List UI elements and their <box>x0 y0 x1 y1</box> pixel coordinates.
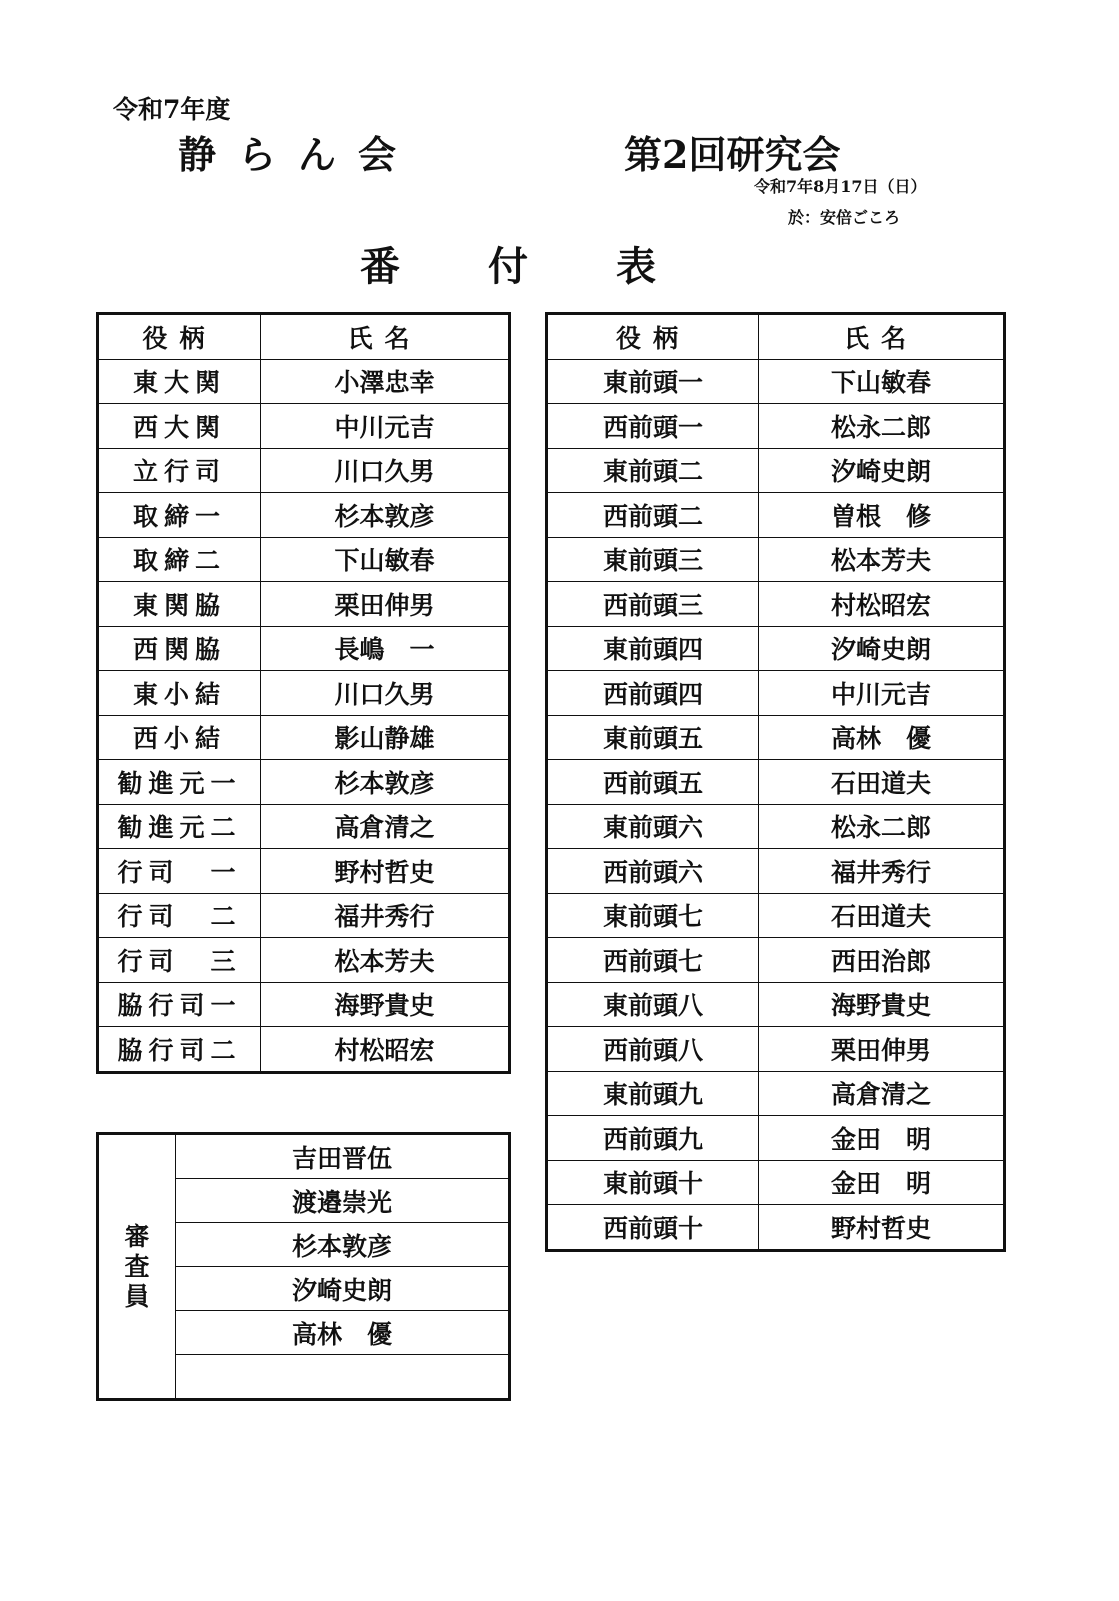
table-row <box>98 671 510 716</box>
name-cell: 中川元吉 <box>261 404 510 449</box>
table-row <box>547 804 1005 849</box>
table-row <box>547 760 1005 805</box>
role-cell: 行司 一 <box>98 849 261 894</box>
table-row <box>547 1160 1005 1205</box>
role-cell: 東前頭八 <box>547 982 759 1027</box>
table-row <box>547 582 1005 627</box>
table-row <box>547 849 1005 894</box>
name-cell: 川口久男 <box>261 671 510 716</box>
name-cell: 栗田伸男 <box>261 582 510 627</box>
name-cell: 高倉清之 <box>261 804 510 849</box>
role-cell: 行司 二 <box>98 893 261 938</box>
table-row <box>547 1027 1005 1072</box>
table-header-row <box>547 314 1005 360</box>
judge-name: 汐崎史朗 <box>176 1267 510 1311</box>
name-cell: 曽根 修 <box>759 493 1005 538</box>
judges-label: 審 査 員 <box>98 1134 176 1400</box>
name-cell: 川口久男 <box>261 448 510 493</box>
table-row <box>547 359 1005 404</box>
name-cell: 栗田伸男 <box>759 1027 1005 1072</box>
table-row <box>98 404 510 449</box>
organization-name: 静らん会 <box>178 132 419 177</box>
left-ranking-table <box>96 312 511 1074</box>
name-cell: 影山静雄 <box>261 715 510 760</box>
right-ranking-table <box>545 312 1006 1252</box>
role-cell: 西前頭二 <box>547 493 759 538</box>
table-row <box>547 1205 1005 1251</box>
role-cell: 西前頭七 <box>547 938 759 983</box>
meeting-date: 令和7年8月17日（日） <box>754 177 927 196</box>
table-row <box>98 582 510 627</box>
table-row <box>547 671 1005 716</box>
role-cell: 東前頭一 <box>547 359 759 404</box>
name-cell: 下山敏春 <box>759 359 1005 404</box>
role-column-header: 役柄 <box>98 314 261 360</box>
table-row <box>98 359 510 404</box>
table-header-row <box>98 314 510 360</box>
table-row <box>547 404 1005 449</box>
name-cell: 松永二郎 <box>759 404 1005 449</box>
name-cell: 高林 優 <box>759 715 1005 760</box>
judge-name <box>176 1355 510 1400</box>
name-cell: 金田 明 <box>759 1116 1005 1161</box>
role-cell: 東前頭六 <box>547 804 759 849</box>
role-cell: 西前頭六 <box>547 849 759 894</box>
name-cell: 村松昭宏 <box>759 582 1005 627</box>
table-row <box>547 448 1005 493</box>
role-cell: 脇行司二 <box>98 1027 261 1073</box>
name-cell: 下山敏春 <box>261 537 510 582</box>
name-cell: 石田道夫 <box>759 893 1005 938</box>
table-row <box>98 448 510 493</box>
name-cell: 海野貴史 <box>759 982 1005 1027</box>
role-cell: 東前頭三 <box>547 537 759 582</box>
name-cell: 金田 明 <box>759 1160 1005 1205</box>
table-row <box>98 849 510 894</box>
table-row <box>98 804 510 849</box>
name-cell: 小澤忠幸 <box>261 359 510 404</box>
table-row <box>98 1027 510 1073</box>
table-row <box>98 760 510 805</box>
role-cell: 東前頭四 <box>547 626 759 671</box>
name-cell: 杉本敦彦 <box>261 493 510 538</box>
role-cell: 西大関 <box>98 404 261 449</box>
table-row <box>98 493 510 538</box>
name-cell: 松本芳夫 <box>261 938 510 983</box>
name-column-header: 氏名 <box>261 314 510 360</box>
judges-table <box>96 1132 511 1401</box>
name-cell: 長嶋 一 <box>261 626 510 671</box>
name-cell: 杉本敦彦 <box>261 760 510 805</box>
name-cell: 石田道夫 <box>759 760 1005 805</box>
table-row <box>98 982 510 1027</box>
name-cell: 福井秀行 <box>759 849 1005 894</box>
role-cell: 西小結 <box>98 715 261 760</box>
judge-name: 吉田晋伍 <box>176 1134 510 1179</box>
role-cell: 東前頭七 <box>547 893 759 938</box>
table-row <box>547 493 1005 538</box>
role-cell: 東前頭十 <box>547 1160 759 1205</box>
table-row <box>547 626 1005 671</box>
role-cell: 東前頭五 <box>547 715 759 760</box>
role-cell: 勧進元一 <box>98 760 261 805</box>
table-row <box>547 982 1005 1027</box>
role-cell: 西前頭三 <box>547 582 759 627</box>
role-cell: 東前頭二 <box>547 448 759 493</box>
fiscal-year: 令和7年度 <box>113 95 231 124</box>
judge-name: 高林 優 <box>176 1311 510 1355</box>
judge-name: 渡邉崇光 <box>176 1179 510 1223</box>
name-cell: 中川元吉 <box>759 671 1005 716</box>
judge-name: 杉本敦彦 <box>176 1223 510 1267</box>
role-cell: 西関脇 <box>98 626 261 671</box>
role-cell: 脇行司一 <box>98 982 261 1027</box>
meeting-title: 第2回研究会 <box>624 132 841 177</box>
role-column-header: 役柄 <box>547 314 759 360</box>
name-cell: 松本芳夫 <box>759 537 1005 582</box>
name-cell: 高倉清之 <box>759 1071 1005 1116</box>
role-cell: 東大関 <box>98 359 261 404</box>
name-cell: 福井秀行 <box>261 893 510 938</box>
table-row <box>547 893 1005 938</box>
role-cell: 西前頭八 <box>547 1027 759 1072</box>
page-title: 番付表 <box>360 243 744 290</box>
name-cell: 松永二郎 <box>759 804 1005 849</box>
meeting-venue: 於：安倍ごころ <box>788 208 901 227</box>
role-cell: 西前頭九 <box>547 1116 759 1161</box>
role-cell: 立行司 <box>98 448 261 493</box>
table-row <box>98 938 510 983</box>
name-cell: 野村哲史 <box>759 1205 1005 1251</box>
name-cell: 汐崎史朗 <box>759 626 1005 671</box>
role-cell: 取締二 <box>98 537 261 582</box>
table-row <box>98 626 510 671</box>
role-cell: 西前頭十 <box>547 1205 759 1251</box>
role-cell: 西前頭四 <box>547 671 759 716</box>
table-row <box>98 715 510 760</box>
name-cell: 村松昭宏 <box>261 1027 510 1073</box>
table-row <box>547 938 1005 983</box>
table-row <box>98 1134 510 1179</box>
table-row <box>547 1071 1005 1116</box>
table-row <box>98 537 510 582</box>
role-cell: 勧進元二 <box>98 804 261 849</box>
role-cell: 東前頭九 <box>547 1071 759 1116</box>
table-row <box>98 893 510 938</box>
table-row <box>547 715 1005 760</box>
role-cell: 西前頭五 <box>547 760 759 805</box>
role-cell: 取締一 <box>98 493 261 538</box>
table-row <box>547 1116 1005 1161</box>
name-column-header: 氏名 <box>759 314 1005 360</box>
name-cell: 汐崎史朗 <box>759 448 1005 493</box>
role-cell: 行司 三 <box>98 938 261 983</box>
name-cell: 海野貴史 <box>261 982 510 1027</box>
table-row <box>547 537 1005 582</box>
name-cell: 野村哲史 <box>261 849 510 894</box>
name-cell: 西田治郎 <box>759 938 1005 983</box>
role-cell: 東小結 <box>98 671 261 716</box>
role-cell: 西前頭一 <box>547 404 759 449</box>
role-cell: 東関脇 <box>98 582 261 627</box>
